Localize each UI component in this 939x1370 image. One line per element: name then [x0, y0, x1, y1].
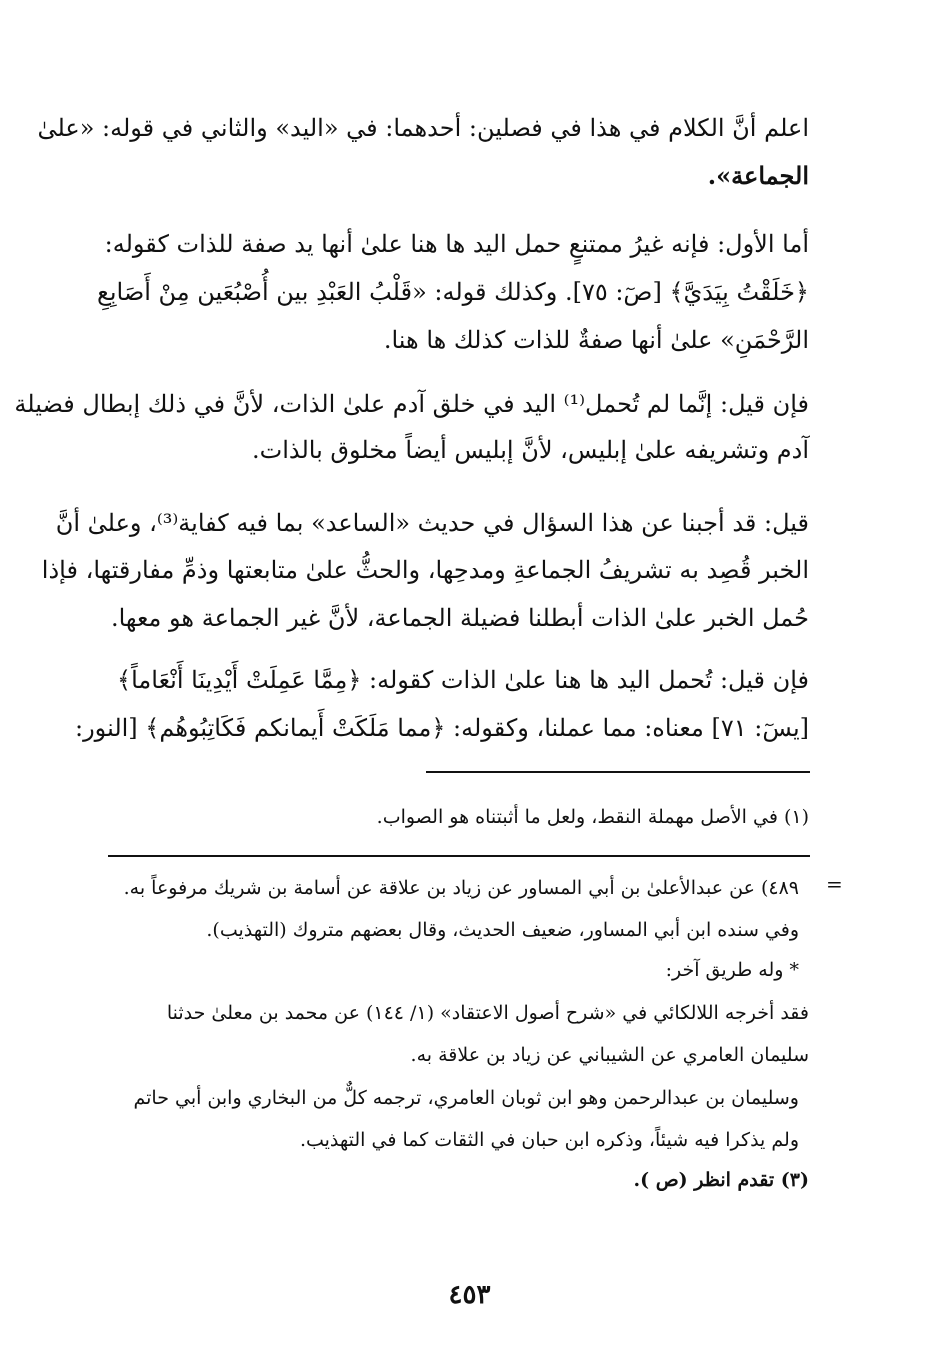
- body-line-1: اعلم أنَّ الكلام في هذا في فصلين: أحدهما: في «اليد» والثاني في قوله: «علىٰ: [37, 114, 809, 142]
- hadith-note-5: سليمان العامري عن الشيباني عن زياد بن علاقة به.: [410, 1044, 809, 1066]
- body-line-2: الجماعة».: [707, 161, 809, 190]
- footnote-3: (٣) تقدم انظر (ص ).: [633, 1169, 809, 1191]
- body-line-12: [يسٓ: ٧١] معناه: مما عملنا، وكقوله: ﴿مما مَلَكَتْ أَيمانكم فَكَاتِبُوهُم﴾ [النور:: [75, 714, 809, 742]
- page-number: ٤٥٣: [448, 1280, 491, 1310]
- hadith-note-4: فقد أخرجه اللالكائي في «شرح أصول الاعتقاد» (١/ ١٤٤) عن محمد بن معلىٰ حدثنا: [166, 1002, 809, 1024]
- body-line-5: الرَّحْمَنِ» علىٰ أنها صفةٌ للذات كذلك ها هنا.: [383, 326, 809, 354]
- body-line-7: آدم وتشريفه علىٰ إبليس، لأنَّ إبليس أيضاً مخلوق بالذات.: [251, 436, 809, 464]
- body-line-8: قيل: قد أجبنا عن هذا السؤال في حديث «الساعد» بما فيه كفاية⁽³⁾، وعلىٰ أنَّ: [55, 509, 809, 537]
- body-line-6: فإن قيل: إنَّما لم تُحمل⁽¹⁾ اليد في خلق آدم علىٰ الذات، لأنَّ في ذلك إبطال فضيلة: [14, 390, 809, 418]
- body-line-3: أما الأول: فإنه غيرُ ممتنعٍ حمل اليد ها هنا علىٰ أنها يد صفة للذات كقوله:: [104, 230, 809, 258]
- notes-divider: [108, 855, 810, 857]
- footnote-divider: [426, 771, 810, 773]
- hadith-note-6: وسليمان بن عبدالرحمن وهو ابن ثوبان العامري، ترجمه كلٌّ من البخاري وابن أبي حاتم: [133, 1087, 799, 1109]
- hadith-note-7: ولم يذكرا فيه شيئاً، وذكره ابن حبان في الثقات كما في التهذيب.: [299, 1129, 799, 1151]
- body-line-9: الخبر قُصِد به تشريفُ الجماعةِ ومدحِها، والحثُّ علىٰ متابعتها وذمِّ مفارقتها، فإذا: [41, 556, 809, 584]
- body-line-10: حُمل الخبر علىٰ الذات أبطلنا فضيلة الجماعة، لأنَّ غير الجماعة هو معها.: [110, 604, 809, 632]
- hadith-note-2: وفي سنده ابن أبي المساور، ضعيف الحديث، وقال بعضهم متروك (التهذيب).: [206, 919, 799, 941]
- hadith-note-3: * وله طريق آخر:: [665, 959, 799, 981]
- continuation-mark: =: [826, 872, 843, 896]
- hadith-note-1: ٤٨٩) عن عبدالأعلىٰ بن أبي المساور عن زياد بن علاقة عن أسامة بن شريك مرفوعاً به.: [123, 877, 799, 899]
- footnote-1: (١) في الأصل مهملة النقط، ولعل ما أثبتناه هو الصواب.: [376, 806, 809, 828]
- body-line-4: ﴿خَلَقْتُ بِيَدَيَّ﴾ [صٓ: ٧٥]. وكذلك قوله: «قَلْبُ العَبْدِ بين أُصْبُعَين مِنْ أَصَابِعِ: [97, 278, 809, 306]
- body-line-11: فإن قيل: تُحمل اليد ها هنا علىٰ الذات كقوله: ﴿مِمَّا عَمِلَتْ أَيْدِينَا أَنْعَاماً﴾: [117, 666, 809, 694]
